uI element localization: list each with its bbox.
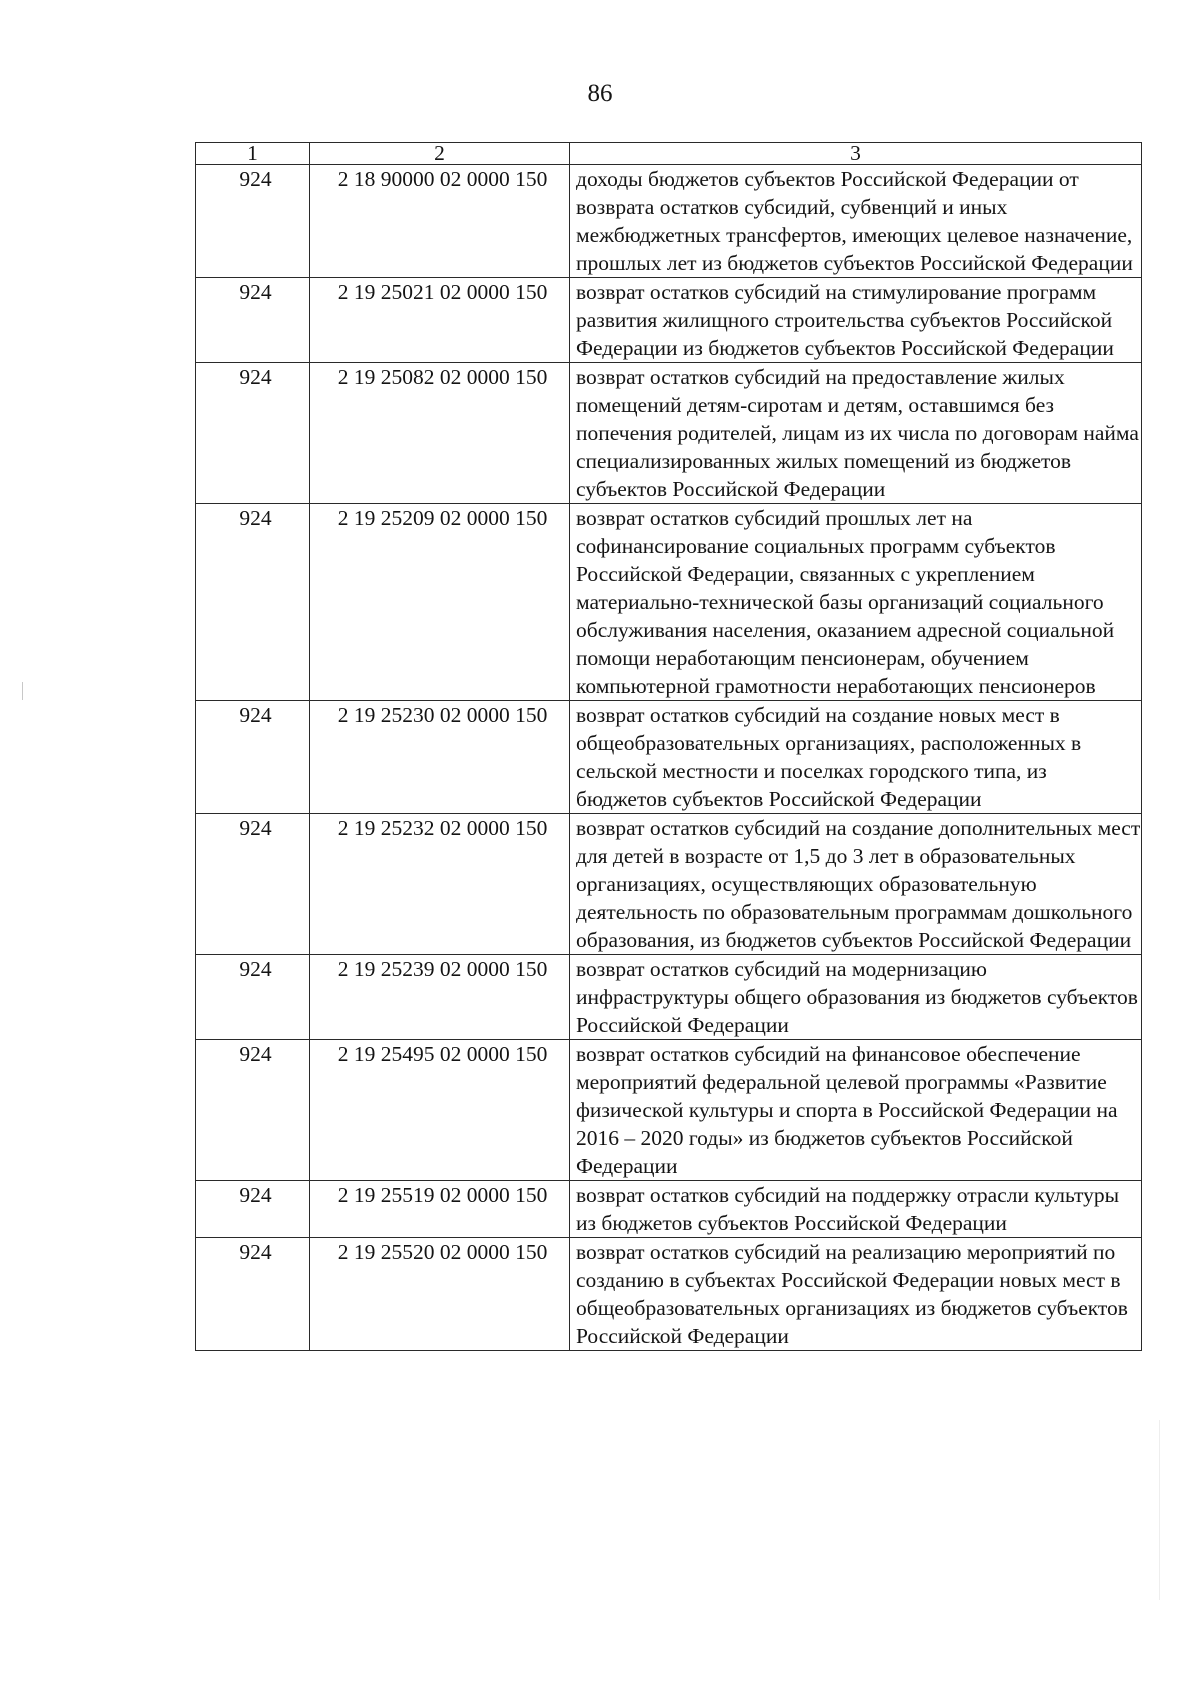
income-description: возврат остатков субсидий прошлых лет на софинансирование социальных программ субъектов Российской Федерации, связанных с укреплением материально-технической базы организаций социального обслуживания населения, оказанием адресной социальной помощи неработающим пенсионерам, обучением компьютерной грамотности неработающих пенсионеров [570,504,1142,701]
income-description: возврат остатков субсидий на создание новых мест в общеобразовательных организациях, расположенных в сельской местности и поселках городского типа, из бюджетов субъектов Российской Федерации [570,701,1142,814]
table-row [196,814,1142,955]
budget-classification-code: 2 19 25232 02 0000 150 [310,814,570,955]
budget-classification-code: 2 19 25230 02 0000 150 [310,701,570,814]
table-row [196,1181,1142,1238]
income-description: доходы бюджетов субъектов Российской Федерации от возврата остатков субсидий, субвенций и иных межбюджетных трансфертов, имеющих целевое назначение, прошлых лет из бюджетов субъектов Российской Федерации [570,165,1142,278]
chapter-code: 924 [196,278,310,363]
income-description: возврат остатков субсидий на предоставление жилых помещений детям-сиротам и детям, оставшимся без попечения родителей, лицам из их числа по договорам найма специализированных жилых помещений из бюджетов субъектов Российской Федерации [570,363,1142,504]
income-description: возврат остатков субсидий на создание дополнительных мест для детей в возрасте от 1,5 до 3 лет в образовательных организациях, осуществляющих образовательную деятельность по образовательным программам дошкольного образования, из бюджетов субъектов Российской Федерации [570,814,1142,955]
table-row [196,363,1142,504]
income-description: возврат остатков субсидий на финансовое обеспечение мероприятий федеральной целевой программы «Развитие физической культуры и спорта в Российской Федерации на 2016 – 2020 годы» из бюджетов субъектов Российской Федерации [570,1040,1142,1181]
chapter-code: 924 [196,955,310,1040]
budget-classification-code: 2 19 25209 02 0000 150 [310,504,570,701]
chapter-code: 924 [196,504,310,701]
chapter-code: 924 [196,814,310,955]
column-header-1: 1 [196,143,310,165]
budget-classification-code: 2 19 25520 02 0000 150 [310,1238,570,1351]
chapter-code: 924 [196,701,310,814]
table-row [196,504,1142,701]
budget-classification-code: 2 19 25021 02 0000 150 [310,278,570,363]
column-header-2: 2 [310,143,570,165]
budget-codes-table [195,142,1142,1351]
chapter-code: 924 [196,165,310,278]
income-description: возврат остатков субсидий на стимулирование программ развития жилищного строительства субъектов Российской Федерации из бюджетов субъектов Российской Федерации [570,278,1142,363]
table-row [196,955,1142,1040]
budget-classification-code: 2 18 90000 02 0000 150 [310,165,570,278]
table-header-row [196,143,1142,165]
budget-classification-code: 2 19 25082 02 0000 150 [310,363,570,504]
income-description: возврат остатков субсидий на модернизацию инфраструктуры общего образования из бюджетов субъектов Российской Федерации [570,955,1142,1040]
budget-classification-code: 2 19 25519 02 0000 150 [310,1181,570,1238]
scan-artifact [22,682,23,700]
column-header-3: 3 [570,143,1142,165]
budget-classification-code: 2 19 25239 02 0000 150 [310,955,570,1040]
chapter-code: 924 [196,1238,310,1351]
table-row [196,1238,1142,1351]
chapter-code: 924 [196,1040,310,1181]
income-description: возврат остатков субсидий на поддержку отрасли культуры из бюджетов субъектов Российской Федерации [570,1181,1142,1238]
table-row [196,165,1142,278]
chapter-code: 924 [196,1181,310,1238]
budget-classification-code: 2 19 25495 02 0000 150 [310,1040,570,1181]
income-description: возврат остатков субсидий на реализацию мероприятий по созданию в субъектах Российской Федерации новых мест в общеобразовательных организациях из бюджетов субъектов Российской Федерации [570,1238,1142,1351]
table-row [196,278,1142,363]
page-number: 86 [587,80,613,107]
table-row [196,701,1142,814]
scan-artifact [1159,1420,1160,1600]
chapter-code: 924 [196,363,310,504]
table-row [196,1040,1142,1181]
